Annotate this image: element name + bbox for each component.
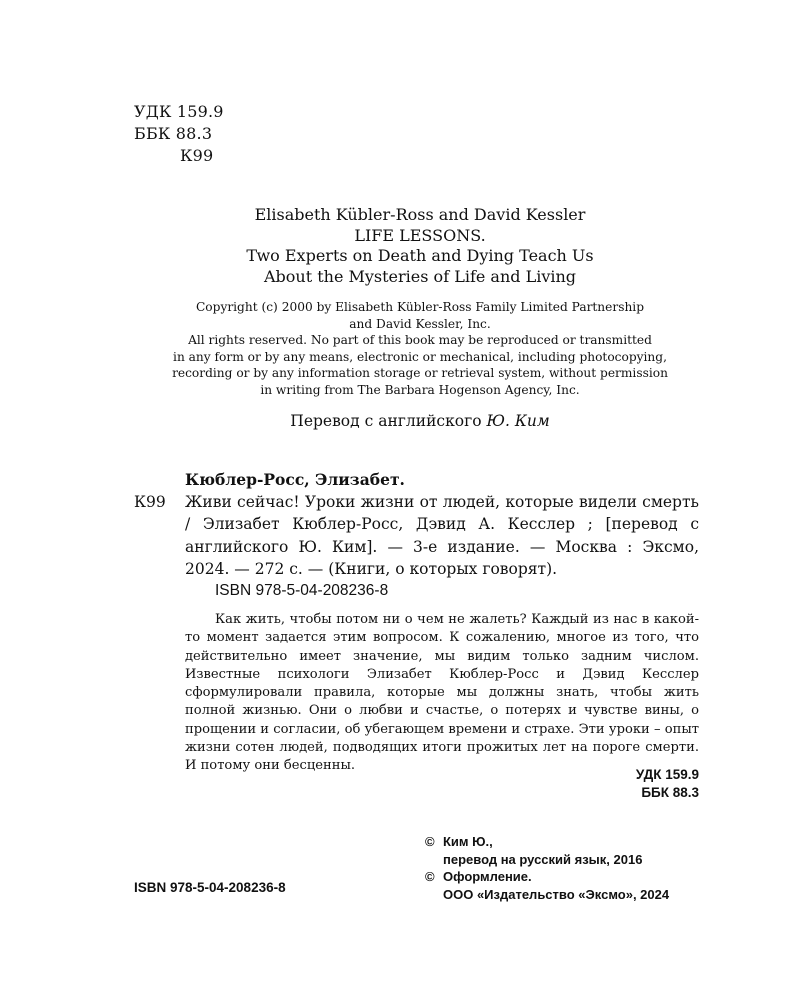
- original-authors: Elisabeth Kübler-Ross and David Kessler: [254, 205, 586, 224]
- translator-name: Ю. Ким: [486, 412, 550, 430]
- copyright-publisher-row: [425, 886, 669, 904]
- catalog-code: К99: [134, 493, 166, 511]
- catalog-author-heading: Кюблер-Росс, Элизабет.: [185, 470, 405, 489]
- copyright-publisher: ООО «Издательство «Эксмо», 2024: [443, 887, 670, 903]
- copyright-translation-note: перевод на русский язык, 2016: [443, 851, 643, 867]
- copyright-line: All rights reserved. No part of this book may be reproduced or transmitted: [188, 333, 652, 348]
- original-subtitle-line-1: Two Experts on Death and Dying Teach Us: [246, 246, 594, 265]
- catalog-isbn: ISBN 978-5-04-208236-8: [215, 582, 389, 599]
- copyright-notices: [425, 833, 669, 904]
- copyright-line: and David Kessler, Inc.: [349, 316, 491, 331]
- copyright-design-row: [425, 868, 669, 886]
- copyright-translation-note-row: [425, 851, 669, 869]
- copyright-design-label: Оформление.: [443, 869, 532, 885]
- copyright-symbol: ©: [425, 869, 435, 885]
- udk-code-bottom: УДК 159.9: [635, 767, 699, 782]
- copyright-symbol: ©: [425, 834, 435, 849]
- copyright-translator-row: [425, 833, 669, 851]
- copyright-block: [110, 299, 730, 399]
- copyright-line: Copyright (c) 2000 by Elisabeth Kübler-Ross Family Limited Partnership: [195, 300, 644, 314]
- author-mark-top: К99: [180, 146, 214, 165]
- bbk-code-bottom: ББК 88.3: [641, 785, 699, 800]
- original-title: LIFE LESSONS.: [354, 225, 486, 245]
- original-subtitle-line-2: About the Mysteries of Life and Living: [263, 266, 577, 286]
- translation-credit: [130, 411, 710, 431]
- copyright-line: recording or by any information storage or retrieval system, without permission: [172, 366, 668, 381]
- copyright-line: in writing from The Barbara Hogenson Agency, Inc.: [260, 382, 580, 397]
- translation-prefix: Перевод с английского: [290, 412, 482, 430]
- catalog-description: Живи сейчас! Уроки жизни от людей, которые видели смерть / Элизабет Кюблер-Росс, Дэвид А. Кесслер ; [перевод с английского Ю. Ким]. — 3-е издание. — Москва : Эксмо, 2024. — 272 с. — (Книги, о которых говорят).: [185, 493, 699, 578]
- udk-code-top: УДК 159.9: [134, 102, 224, 121]
- isbn-bottom: ISBN 978-5-04-208236-8: [134, 880, 286, 895]
- original-title-block: [130, 205, 710, 287]
- book-annotation: Как жить, чтобы потом ни о чем не жалеть? Каждый из нас в какой-то момент задается этим вопросом. К сожалению, многое из того, что действительно имеет значение, мы видим только задним числом. Известные психологи Элизабет Кюблер-Росс и Дэвид Кесслер сформулировали правила, которые мы должны знать, чтобы жить полной жизнью. Они о любви и счастье, о потерях и чувстве вины, о прощении и согласии, об убегающем времени и страхе. Эти уроки – опыт жизни сотен людей, подводящих итоги прожитых лет на пороге смерти. И потому они бесценны.: [185, 612, 699, 774]
- bbk-code-top: ББК 88.3: [134, 124, 213, 143]
- copyright-translator-name: Ким Ю.,: [443, 834, 493, 849]
- copyright-line: in any form or by any means, electronic or mechanical, including photocopying,: [173, 349, 667, 364]
